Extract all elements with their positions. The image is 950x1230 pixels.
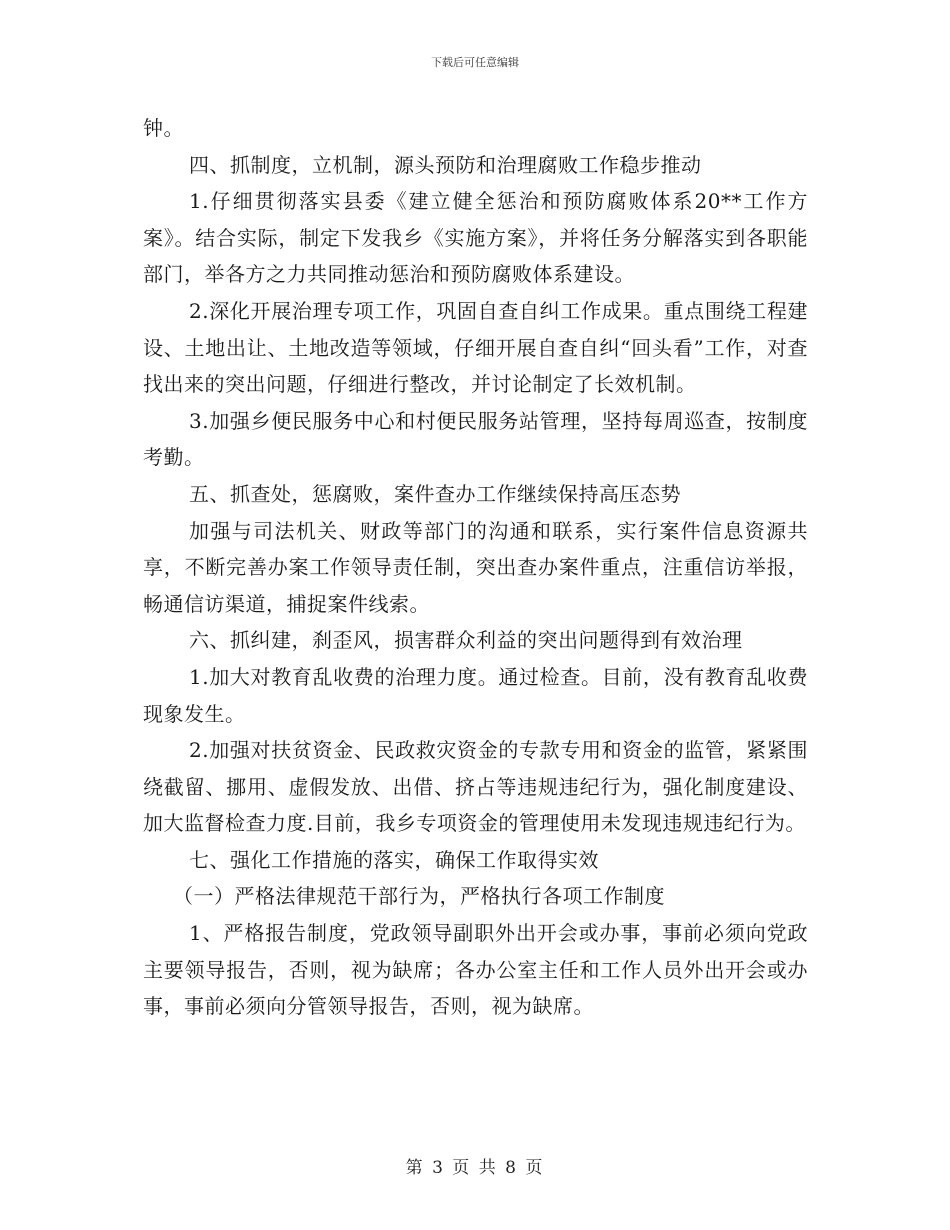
paragraph: 加强与司法机关、财政等部门的沟通和联系，实行案件信息资源共享，不断完善办案工作领导责任制，突出查办案件重点，注重信访举报，畅通信访渠道，捕捉案件线索。: [143, 518, 808, 616]
paragraph: 3.加强乡便民服务中心和村便民服务站管理，坚持每周巡查，按制度考勤。: [143, 408, 808, 470]
section-heading: 四、抓制度，立机制，源头预防和治理腐败工作稳步推动: [189, 152, 702, 177]
page-number: 第 3 页 共 8 页: [405, 1158, 545, 1178]
section-heading: 七、强化工作措施的落实，确保工作取得实效: [189, 847, 599, 872]
paragraph: 1、严格报告制度，党政领导副职外出开会或办事，事前必须向党政主要领导报告，否则，视为缺席；各办公室主任和工作人员外出开会或办事，事前必须向分管领导报告，否则，视为缺席。: [143, 921, 808, 1019]
paragraph: 钟。: [143, 116, 184, 140]
section-heading: 五、抓查处，惩腐败，案件查办工作继续保持高压态势: [189, 481, 681, 506]
document-body: [143, 110, 808, 1025]
paragraph: 2.深化开展治理专项工作，巩固自查自纠工作成果。重点围绕工程建设、土地出让、土地改造等领域，仔细开展自查自纠“回头看”工作，对查找出来的突出问题，仔细进行整改，并讨论制定了长效机制。: [143, 298, 808, 397]
page-header: 下载后可任意编辑: [431, 56, 519, 69]
subsection-heading: （一）严格法律规范干部行为，严格执行各项工作制度: [173, 884, 665, 909]
section-heading: 六、抓纠建，刹歪风，损害群众利益的突出问题得到有效治理: [189, 628, 743, 653]
paragraph: 1.加大对教育乱收费的治理力度。通过检查。目前，没有教育乱收费现象发生。: [143, 664, 808, 726]
paragraph: 1.仔细贯彻落实县委《建立健全惩治和预防腐败体系20**工作方案》。结合实际，制定下发我乡《实施方案》，并将任务分解落实到各职能部门，举各方之力共同推动惩治和预防腐败体系建设。: [143, 189, 808, 287]
paragraph: 2.加强对扶贫资金、民政救灾资金的专款专用和资金的监管，紧紧围绕截留、挪用、虚假发放、出借、挤占等违规违纪行为，强化制度建设、加大监督检查力度.目前，我乡专项资金的管理使用未发现违规违纪行为。: [143, 738, 808, 836]
